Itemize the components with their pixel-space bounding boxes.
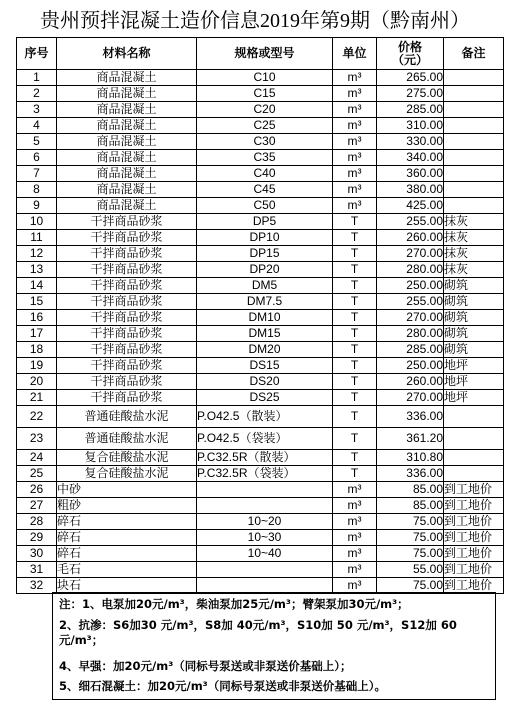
table-row [17, 450, 504, 466]
row-number: 11 [17, 230, 57, 246]
price-cell: 380.00 [377, 182, 444, 198]
table-row [17, 374, 504, 390]
remark-cell [444, 406, 504, 428]
table-row [17, 150, 504, 166]
spec-cell [197, 562, 333, 578]
material-name: 中砂 [57, 482, 197, 498]
price-cell: 275.00 [377, 86, 444, 102]
header-row [17, 38, 504, 70]
spec-cell: DM5 [197, 278, 333, 294]
table-row [17, 230, 504, 246]
spec-cell [197, 482, 333, 498]
spec-cell: P.C32.5R（散装） [197, 450, 333, 466]
remark-cell [444, 150, 504, 166]
material-name: 干拌商品砂浆 [57, 214, 197, 230]
table-body [17, 70, 504, 594]
table-row [17, 246, 504, 262]
table-row [17, 166, 504, 182]
spec-cell: DM10 [197, 310, 333, 326]
price-cell: 270.00 [377, 310, 444, 326]
material-name: 干拌商品砂浆 [57, 262, 197, 278]
remark-cell [444, 102, 504, 118]
unit-cell: T [333, 214, 377, 230]
remark-cell: 到工地价 [444, 498, 504, 514]
unit-cell: m³ [333, 498, 377, 514]
table-row [17, 546, 504, 562]
remark-cell: 到工地价 [444, 482, 504, 498]
remark-cell: 到工地价 [444, 514, 504, 530]
row-number: 3 [17, 102, 57, 118]
price-cell: 85.00 [377, 482, 444, 498]
remark-cell: 抹灰 [444, 214, 504, 230]
spec-cell: C50 [197, 198, 333, 214]
unit-cell: m³ [333, 182, 377, 198]
remark-cell: 砌筑 [444, 294, 504, 310]
spec-cell: DM15 [197, 326, 333, 342]
remark-cell: 抹灰 [444, 246, 504, 262]
table-row [17, 294, 504, 310]
row-number: 31 [17, 562, 57, 578]
table-row [17, 262, 504, 278]
material-name: 干拌商品砂浆 [57, 278, 197, 294]
row-number: 26 [17, 482, 57, 498]
material-name: 毛石 [57, 562, 197, 578]
unit-cell: T [333, 294, 377, 310]
unit-cell: T [333, 428, 377, 450]
material-name: 普通硅酸盐水泥 [57, 406, 197, 428]
spec-cell: DP15 [197, 246, 333, 262]
unit-cell: m³ [333, 562, 377, 578]
spec-cell: P.O42.5（散装） [197, 406, 333, 428]
spec-cell: DS25 [197, 390, 333, 406]
remark-cell [444, 118, 504, 134]
row-number: 1 [17, 70, 57, 86]
row-number: 18 [17, 342, 57, 358]
remark-cell [444, 466, 504, 482]
material-name: 粗砂 [57, 498, 197, 514]
row-number: 6 [17, 150, 57, 166]
row-number: 12 [17, 246, 57, 262]
table-row [17, 326, 504, 342]
price-cell: 270.00 [377, 390, 444, 406]
row-number: 10 [17, 214, 57, 230]
material-name: 碎石 [57, 514, 197, 530]
remark-cell: 到工地价 [444, 530, 504, 546]
remark-cell [444, 134, 504, 150]
unit-cell: m³ [333, 150, 377, 166]
spec-cell: C15 [197, 86, 333, 102]
material-name: 干拌商品砂浆 [57, 230, 197, 246]
table-row [17, 530, 504, 546]
header-price [377, 38, 444, 70]
material-name: 商品混凝土 [57, 134, 197, 150]
table-row [17, 102, 504, 118]
row-number: 19 [17, 358, 57, 374]
remark-cell: 到工地价 [444, 546, 504, 562]
spec-cell: C20 [197, 102, 333, 118]
unit-cell: m³ [333, 70, 377, 86]
unit-cell: T [333, 326, 377, 342]
unit-cell: T [333, 450, 377, 466]
price-cell: 280.00 [377, 262, 444, 278]
price-cell: 310.00 [377, 118, 444, 134]
unit-cell: m³ [333, 198, 377, 214]
unit-cell: m³ [333, 482, 377, 498]
material-name: 普通硅酸盐水泥 [57, 428, 197, 450]
spec-cell: C45 [197, 182, 333, 198]
remark-cell: 地坪 [444, 374, 504, 390]
material-name: 干拌商品砂浆 [57, 390, 197, 406]
row-number: 22 [17, 406, 57, 428]
spec-cell: C35 [197, 150, 333, 166]
row-number: 30 [17, 546, 57, 562]
material-name: 商品混凝土 [57, 118, 197, 134]
row-number: 16 [17, 310, 57, 326]
price-cell: 361.20 [377, 428, 444, 450]
remark-cell [444, 70, 504, 86]
material-name: 商品混凝土 [57, 166, 197, 182]
material-name: 碎石 [57, 530, 197, 546]
table-row [17, 514, 504, 530]
price-table [16, 37, 504, 594]
price-cell: 75.00 [377, 546, 444, 562]
table-row [17, 428, 504, 450]
spec-cell [197, 498, 333, 514]
material-name: 干拌商品砂浆 [57, 310, 197, 326]
material-name: 商品混凝土 [57, 102, 197, 118]
row-number: 9 [17, 198, 57, 214]
remark-cell [444, 428, 504, 450]
unit-cell: m³ [333, 530, 377, 546]
material-name: 干拌商品砂浆 [57, 358, 197, 374]
remark-cell: 砌筑 [444, 326, 504, 342]
table-row [17, 118, 504, 134]
remark-cell: 到工地价 [444, 562, 504, 578]
remark-cell: 砌筑 [444, 310, 504, 326]
price-cell: 75.00 [377, 514, 444, 530]
remark-cell [444, 450, 504, 466]
row-number: 2 [17, 86, 57, 102]
price-cell: 340.00 [377, 150, 444, 166]
header-name: 材料名称 [57, 38, 197, 70]
unit-cell: T [333, 374, 377, 390]
remark-cell: 抹灰 [444, 230, 504, 246]
table-row [17, 198, 504, 214]
table-row [17, 358, 504, 374]
row-number: 25 [17, 466, 57, 482]
material-name: 干拌商品砂浆 [57, 246, 197, 262]
unit-cell: T [333, 278, 377, 294]
row-number: 4 [17, 118, 57, 134]
price-cell: 330.00 [377, 134, 444, 150]
material-name: 商品混凝土 [57, 70, 197, 86]
price-cell: 310.80 [377, 450, 444, 466]
unit-cell: T [333, 310, 377, 326]
remark-cell: 抹灰 [444, 262, 504, 278]
table-row [17, 466, 504, 482]
remark-cell: 到工地价 [444, 578, 504, 594]
row-number: 5 [17, 134, 57, 150]
row-number: 14 [17, 278, 57, 294]
material-name: 商品混凝土 [57, 150, 197, 166]
remark-cell: 砌筑 [444, 342, 504, 358]
spec-cell: DM20 [197, 342, 333, 358]
remark-cell [444, 166, 504, 182]
header-unit: 单位 [333, 38, 377, 70]
price-cell: 75.00 [377, 578, 444, 594]
spec-cell: C10 [197, 70, 333, 86]
material-name: 商品混凝土 [57, 86, 197, 102]
row-number: 17 [17, 326, 57, 342]
price-cell: 336.00 [377, 406, 444, 428]
price-cell: 250.00 [377, 358, 444, 374]
material-name: 商品混凝土 [57, 198, 197, 214]
table-row [17, 342, 504, 358]
note-4: 5、细石混凝土：加20元/m³（同标号泵送或非泵送价基础上）。 [59, 679, 386, 693]
table-row [17, 278, 504, 294]
price-cell: 425.00 [377, 198, 444, 214]
remark-cell [444, 182, 504, 198]
spec-cell: C30 [197, 134, 333, 150]
price-cell: 55.00 [377, 562, 444, 578]
price-cell: 280.00 [377, 326, 444, 342]
spec-cell: 10~40 [197, 546, 333, 562]
row-number: 24 [17, 450, 57, 466]
table-row [17, 310, 504, 326]
row-number: 21 [17, 390, 57, 406]
material-name: 干拌商品砂浆 [57, 374, 197, 390]
header-no: 序号 [17, 38, 57, 70]
spec-cell: DM7.5 [197, 294, 333, 310]
unit-cell: T [333, 246, 377, 262]
unit-cell: T [333, 342, 377, 358]
price-cell: 270.00 [377, 246, 444, 262]
row-number: 28 [17, 514, 57, 530]
note-3: 4、早强：加20元/m³（同标号泵送或非泵送价基础上）； [59, 659, 352, 673]
row-number: 27 [17, 498, 57, 514]
row-number: 13 [17, 262, 57, 278]
unit-cell: T [333, 466, 377, 482]
price-cell: 260.00 [377, 230, 444, 246]
price-cell: 265.00 [377, 70, 444, 86]
unit-cell: m³ [333, 102, 377, 118]
notes-box [52, 592, 496, 700]
material-name: 干拌商品砂浆 [57, 326, 197, 342]
material-name: 块石 [57, 578, 197, 594]
price-cell: 85.00 [377, 498, 444, 514]
price-cell: 260.00 [377, 374, 444, 390]
spec-cell: DP20 [197, 262, 333, 278]
header-note: 备注 [444, 38, 504, 70]
table-row [17, 562, 504, 578]
unit-cell: m³ [333, 578, 377, 594]
unit-cell: m³ [333, 118, 377, 134]
unit-cell: T [333, 230, 377, 246]
row-number: 32 [17, 578, 57, 594]
table-row [17, 70, 504, 86]
price-cell: 255.00 [377, 214, 444, 230]
price-cell: 285.00 [377, 342, 444, 358]
material-name: 干拌商品砂浆 [57, 342, 197, 358]
spec-cell: DS15 [197, 358, 333, 374]
row-number: 7 [17, 166, 57, 182]
unit-cell: m³ [333, 86, 377, 102]
material-name: 商品混凝土 [57, 182, 197, 198]
remark-cell: 地坪 [444, 390, 504, 406]
price-cell: 285.00 [377, 102, 444, 118]
table-row [17, 134, 504, 150]
table-row [17, 482, 504, 498]
material-name: 干拌商品砂浆 [57, 294, 197, 310]
unit-cell: T [333, 358, 377, 374]
spec-cell: P.C32.5R（袋装） [197, 466, 333, 482]
row-number: 8 [17, 182, 57, 198]
spec-cell: DP10 [197, 230, 333, 246]
page-title: 贵州预拌混凝土造价信息2019年第9期（黔南州） [40, 10, 470, 32]
unit-cell: m³ [333, 546, 377, 562]
spec-cell: C40 [197, 166, 333, 182]
price-cell: 250.00 [377, 278, 444, 294]
row-number: 29 [17, 530, 57, 546]
unit-cell: T [333, 390, 377, 406]
remark-cell [444, 86, 504, 102]
spec-cell: DS20 [197, 374, 333, 390]
table-row [17, 390, 504, 406]
table-row [17, 214, 504, 230]
unit-cell: T [333, 262, 377, 278]
remark-cell: 地坪 [444, 358, 504, 374]
table-row [17, 406, 504, 428]
note-2: 2、抗渗：S6加30 元/m³，S8加 40元/m³，S10加 50 元/m³，S12加 60元/m³； [59, 618, 457, 647]
price-cell: 336.00 [377, 466, 444, 482]
price-cell: 255.00 [377, 294, 444, 310]
row-number: 23 [17, 428, 57, 450]
row-number: 15 [17, 294, 57, 310]
remark-cell: 砌筑 [444, 278, 504, 294]
spec-cell: P.O42.5（袋装） [197, 428, 333, 450]
price-cell: 360.00 [377, 166, 444, 182]
spec-cell: 10~20 [197, 514, 333, 530]
spec-cell: 10~30 [197, 530, 333, 546]
material-name: 复合硅酸盐水泥 [57, 450, 197, 466]
header-price-label: 价格（元） [392, 39, 429, 67]
table-row [17, 182, 504, 198]
material-name: 复合硅酸盐水泥 [57, 466, 197, 482]
unit-cell: m³ [333, 514, 377, 530]
spec-cell: C25 [197, 118, 333, 134]
unit-cell: T [333, 406, 377, 428]
table-row [17, 498, 504, 514]
material-name: 碎石 [57, 546, 197, 562]
price-cell: 75.00 [377, 530, 444, 546]
header-spec: 规格或型号 [197, 38, 333, 70]
table-row [17, 86, 504, 102]
remark-cell [444, 198, 504, 214]
unit-cell: m³ [333, 166, 377, 182]
note-1: 注：1、电泵加20元/m³，柴油泵加25元/m³；臂架泵加30元/m³； [59, 597, 409, 611]
spec-cell: DP5 [197, 214, 333, 230]
row-number: 20 [17, 374, 57, 390]
unit-cell: m³ [333, 134, 377, 150]
